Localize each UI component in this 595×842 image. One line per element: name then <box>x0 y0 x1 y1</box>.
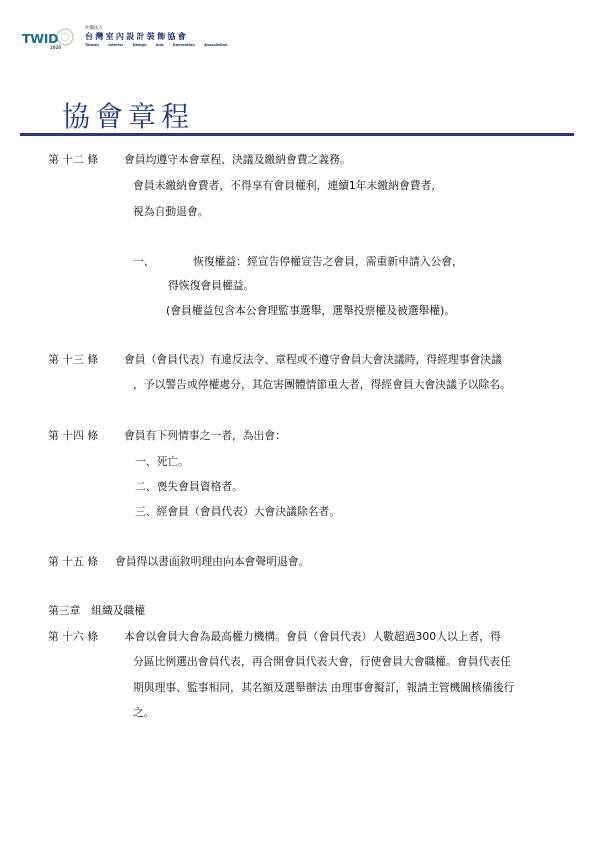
article-12-sub-line: 恢復權益：經宣告停權宣告之會員，需重新申請入公會， <box>193 255 463 268</box>
org-prefix: 社團法人 <box>85 26 103 31</box>
chapter-heading: 第三章 組織及職權 <box>48 604 146 617</box>
list-item: 一、死亡。 <box>135 455 189 468</box>
org-name-zh: 台灣室內設計裝飾協會 <box>85 32 188 41</box>
article-16-line: 本會以會員大會為最高權力機構。會員（會員代表）人數超過300人以上者，得 <box>124 630 501 643</box>
page-title: 協會章程 <box>62 100 195 133</box>
list-item: 二、喪失會員資格者。 <box>135 480 243 493</box>
article-13-line: 會員（會員代表）有違反法令、章程或不遵守會員大會決議時，得經理事會決議 <box>124 353 502 366</box>
article-16-line: 分區比例選出會員代表，再合開會員代表大會，行使會員大會職權。會員代表任 <box>133 655 511 668</box>
article-12-label: 第 十二 條 <box>48 153 99 166</box>
article-16-line: 期與理事、監事相同，其名額及選舉辦法 由理事會擬訂，報請主管機關核備後行 <box>133 681 515 694</box>
article-16-line: 之。 <box>133 706 155 719</box>
article-12-line: 會員未繳納會費者，不得享有會員權利，連續1年未繳納會費者， <box>133 179 443 192</box>
article-12-line: 會員均遵守本會章程、決議及繳納會費之義務。 <box>124 153 351 166</box>
logo-year: 2020 <box>50 45 62 50</box>
logo-text: TWID <box>22 31 59 46</box>
article-14-label: 第 十四 條 <box>48 429 99 442</box>
article-12-line: 視為自動退會。 <box>133 205 209 218</box>
title-divider <box>20 133 574 136</box>
article-15-label: 第 十五 條 <box>48 555 99 568</box>
article-12-sub-line: (會員權益包含本公會理監事選舉，選舉投票權及被選舉權)。 <box>166 304 456 317</box>
org-name-en: Taiwan Interior Design and Decoration Association <box>85 43 228 47</box>
article-12-sub-line: 得恢復會員權益。 <box>168 279 255 292</box>
list-item: 三、經會員（會員代表）大會決議除名者。 <box>135 505 341 518</box>
article-16-label: 第 十六 條 <box>48 630 99 643</box>
article-12-sub-number: 一、 <box>133 255 155 268</box>
article-14-line: 會員有下列情事之一者，為出會： <box>124 429 286 442</box>
article-15-line: 會員得以書面敘明理由向本會聲明退會。 <box>115 555 310 568</box>
article-13-label: 第 十三 條 <box>48 353 99 366</box>
article-13-line: ，予以警告或停權處分，其危害團體情節重大者，得經會員大會決議予以除名。 <box>133 378 511 391</box>
